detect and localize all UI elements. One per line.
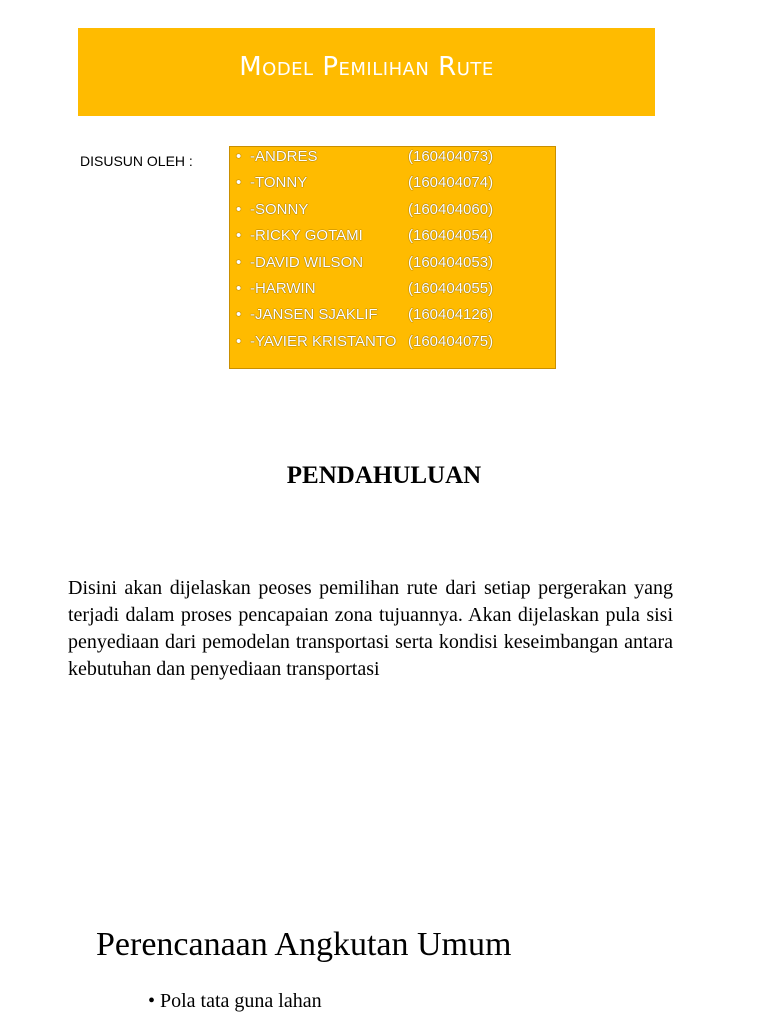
section-heading: PENDAHULUAN [286,462,482,489]
bullet-icon: • [236,306,242,324]
author-name: -TONNY [250,174,308,192]
author-name: -JANSEN SJAKLIF [250,306,378,324]
author-name: -HARWIN [250,279,316,297]
bullet-icon: • [236,253,242,271]
slide-heading: Perencanaan Angkutan Umum [96,926,512,963]
author-label: DISUSUN OLEH : [80,153,193,169]
author-item [236,227,556,253]
author-nim: (160404075) [408,332,494,350]
author-list-box [229,146,556,369]
bullet-icon: • [236,332,242,350]
title-banner [78,28,655,116]
intro-paragraph: Disini akan dijelaskan peoses pemilihan rute dari setiap pergerakan yang terjadi dalam proses pencapaian zona tujuannya. Akan dijelaskan pula sisi penyediaan dari pemodelan transportasi serta kondisi keseimbangan antara kebutuhan dan penyediaan transportasi [68,577,673,680]
slide-bullet-list [148,988,322,1015]
bullet-icon: • [236,200,242,218]
author-nim: (160404074) [408,174,494,192]
author-nim: (160404053) [408,253,494,271]
author-name: -SONNY [250,200,309,218]
author-name: -ANDRES [250,148,318,165]
author-item [236,306,556,332]
author-item [236,148,556,174]
author-nim: (160404126) [408,306,494,324]
author-item [236,280,556,306]
author-nim: (160404054) [408,227,494,245]
author-item [236,174,556,200]
author-name: -DAVID WILSON [250,253,364,271]
author-item [236,254,556,280]
document-title: Model Pemilihan Rute [239,52,494,82]
author-name: -YAVIER KRISTANTO [250,332,397,350]
author-nim: (160404055) [408,279,494,297]
bullet-icon: • [236,148,242,165]
slide-bullet-item: • Pola tata guna lahan [148,990,322,1012]
author-list [236,148,556,359]
author-item [236,201,556,227]
author-nim: (160404073) [408,148,494,165]
author-nim: (160404060) [408,200,494,218]
bullet-icon: • [236,174,242,192]
bullet-icon: • [236,227,242,245]
author-item [236,333,556,359]
author-name: -RICKY GOTAMI [250,227,363,245]
bullet-icon: • [236,279,242,297]
